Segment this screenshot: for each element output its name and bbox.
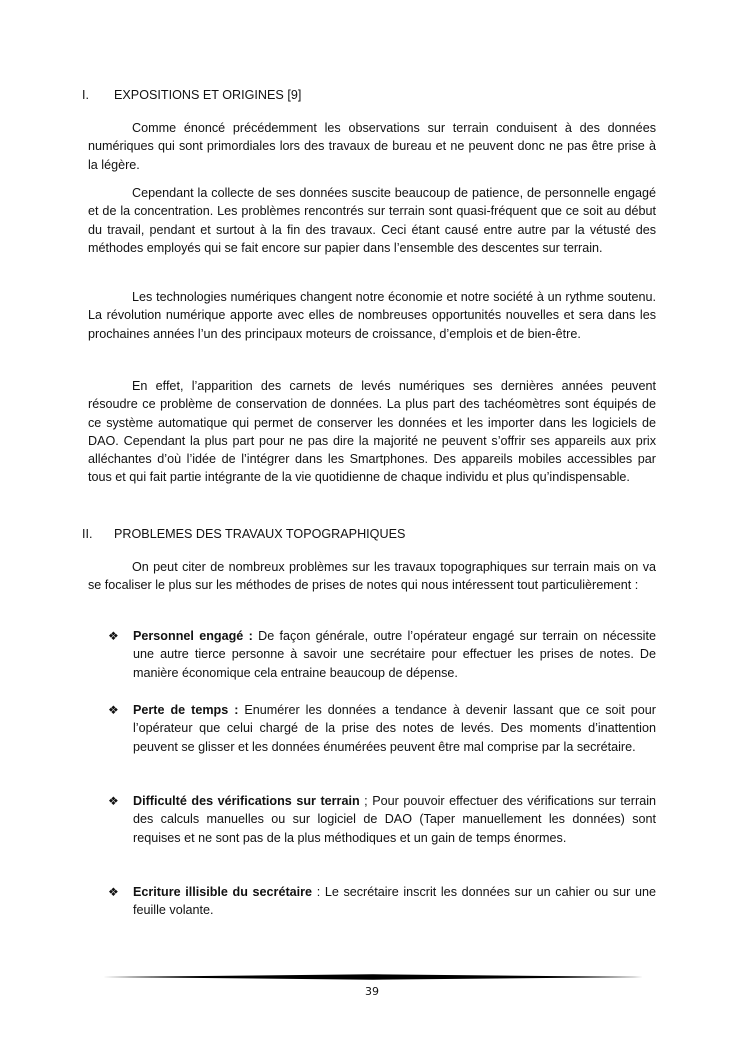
bullet-item [108,883,656,920]
bullet-text: : Le secrétaire inscrit les données sur un cahier ou sur une feuille volante. [133,885,656,918]
paragraph: Les technologies numériques changent notre économie et notre société à un rythme soutenu. La révolution numérique apporte avec elles de nombreuses opportunités nouvelles et sera dans les prochaines années l’un des principaux moteurs de croissance, d’emplois et de bien-être. [88,290,656,341]
bullet-label: Ecriture illisible du secrétaire [133,885,313,899]
diamond-bullet-icon: ❖ [108,629,119,643]
section-number: I. [82,88,89,102]
bullet-label: Perte de temps : [133,703,239,717]
bullet-text: Enumérer les données a tendance à devenir lassant que ce soit pour l’opérateur que celui chargé de la prise des notes de levés. Des moments d’inattention peuvent se glisser et les données énumérées peuvent être mal comprise par la secrétaire. [133,703,657,754]
bullet-item [108,627,656,682]
bullet-label: Difficulté des vérifications sur terrain [133,794,360,808]
diamond-bullet-icon: ❖ [108,794,119,808]
bullet-text: ; Pour pouvoir effectuer des vérifications sur terrain des calculs manuelles ou sur logiciel de DAO (Taper manuellement les données) sont requises et ne sont pas de la plus méthodiques et un gain de temps énormes. [133,794,656,845]
paragraph: Comme énoncé précédemment les observations sur terrain conduisent à des données numériques qui sont primordiales lors des travaux de bureau et ne peuvent donc ne pas être prise à la légère. [88,121,656,172]
bullet-item [108,701,656,756]
section-title: EXPOSITIONS ET ORIGINES [9] [114,88,302,102]
bullet-text: De façon générale, outre l’opérateur engagé sur terrain on nécessite une autre tierce personne à savoir une secrétaire pour effectuer les prises de notes. De manière économique cela entraine beaucoup de dépense. [133,629,656,680]
footer-rule [103,974,643,980]
section-heading-1 [82,87,301,104]
paragraph: On peut citer de nombreux problèmes sur les travaux topographiques sur terrain mais on va se focaliser le plus sur les méthodes de prises de notes qui nous intéressent tout particulièrement : [88,560,656,593]
bullet-item [108,792,656,847]
paragraph: Cependant la collecte de ses données suscite beaucoup de patience, de personnelle engagé et de la concentration. Les problèmes rencontrés sur terrain sont quasi-fréquent que ce soit au début du travail, pendant et surtout à la fin des travaux. Ceci étant causé entre autre par la vétusté des méthodes employés qui se fait encore sur papier dans l’ensemble des descentes sur terrain. [88,186,656,255]
section-number: II. [82,527,93,541]
paragraph: En effet, l’apparition des carnets de levés numériques ses dernières années peuvent résoudre ce problème de conservation de données. La plus part des tachéomètres sont équipés de ce système automatique qui permet de conserver les données et les importer dans les logiciels de DAO. Cependant la plus part pour ne pas dire la majorité ne peuvent s’offrir ses appareils aux prix alléchantes d’où l’idée de l’intégrer dans les Smartphones. Des appareils mobiles accessibles par tous et qui fait partie intégrante de la vie quotidienne de chaque individu et plus qu’indispensable. [88,379,656,485]
diamond-bullet-icon: ❖ [108,703,119,717]
section-heading-2 [82,526,405,543]
page-number: 39 [365,985,379,998]
diamond-bullet-icon: ❖ [108,885,119,899]
bullet-label: Personnel engagé : [133,629,253,643]
section-title: PROBLEMES DES TRAVAUX TOPOGRAPHIQUES [114,527,406,541]
